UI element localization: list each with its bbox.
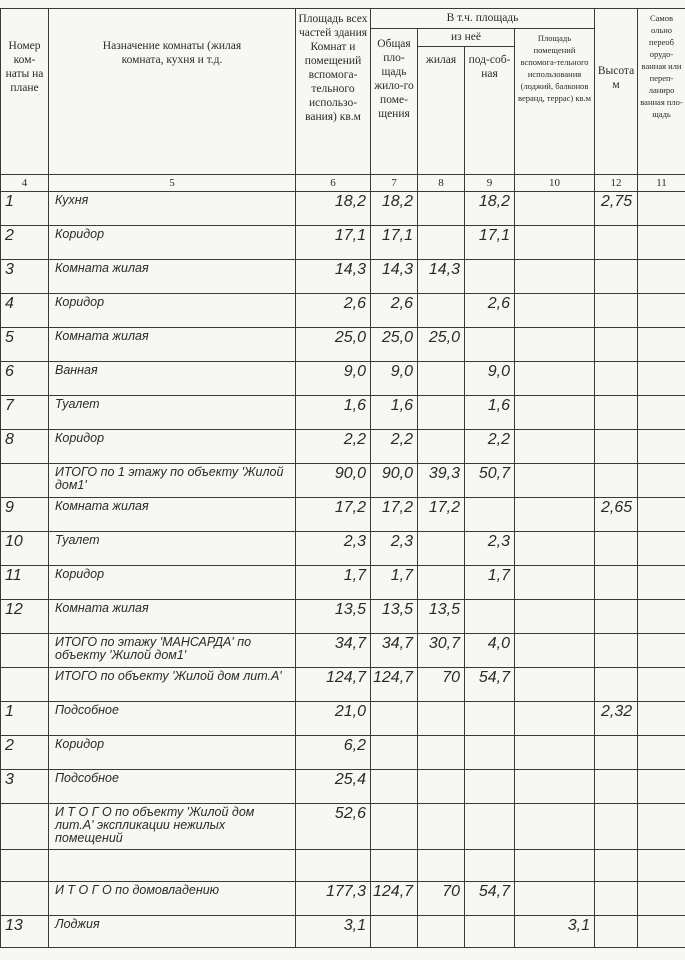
- row-number: 3: [1, 770, 49, 804]
- room-purpose: Подсобное: [49, 702, 296, 736]
- row-number: 10: [1, 532, 49, 566]
- table-row: [1, 600, 685, 634]
- aux-area: [465, 260, 515, 294]
- self-built-area: [638, 566, 685, 600]
- self-built-area: [638, 192, 685, 226]
- room-purpose: ИТОГО по этажу 'МАНСАРДА' по объекту 'Жилой дом1': [49, 634, 296, 668]
- room-height: [595, 736, 638, 770]
- aux-area: 2,3: [465, 532, 515, 566]
- room-purpose: И Т О Г О по объекту 'Жилой дом лит.А' экспликации нежилых помещений: [49, 804, 296, 850]
- room-purpose: И Т О Г О по домовладению: [49, 882, 296, 916]
- row-number: 2: [1, 736, 49, 770]
- self-built-area: [638, 634, 685, 668]
- area-all: 14,3: [296, 260, 371, 294]
- table-row: [1, 226, 685, 260]
- living-area: 25,0: [418, 328, 465, 362]
- table-row: [1, 566, 685, 600]
- area-all: 90,0: [296, 464, 371, 498]
- area-all: 2,2: [296, 430, 371, 464]
- room-purpose: Ванная: [49, 362, 296, 396]
- room-height: [595, 668, 638, 702]
- aux-use-area: [515, 532, 595, 566]
- self-built-area: [638, 882, 685, 916]
- room-height: [595, 882, 638, 916]
- aux-area: [465, 916, 515, 948]
- table-row: [1, 294, 685, 328]
- column-number: 6: [296, 175, 371, 192]
- total-living-area: [371, 770, 418, 804]
- table-row: [1, 396, 685, 430]
- aux-use-area: [515, 260, 595, 294]
- living-area: [418, 736, 465, 770]
- self-built-area: [638, 396, 685, 430]
- room-purpose: Коридор: [49, 566, 296, 600]
- row-number: 5: [1, 328, 49, 362]
- total-living-area: 9,0: [371, 362, 418, 396]
- room-purpose: Коридор: [49, 430, 296, 464]
- area-all: 1,7: [296, 566, 371, 600]
- row-number: 7: [1, 396, 49, 430]
- total-living-area: [371, 916, 418, 948]
- living-area: 13,5: [418, 600, 465, 634]
- room-height: [595, 430, 638, 464]
- row-number: 6: [1, 362, 49, 396]
- table-row: [1, 464, 685, 498]
- total-living-area: 2,6: [371, 294, 418, 328]
- total-living-area: 1,6: [371, 396, 418, 430]
- area-all: 177,3: [296, 882, 371, 916]
- room-height: [595, 396, 638, 430]
- area-all: 34,7: [296, 634, 371, 668]
- room-purpose: Комната жилая: [49, 260, 296, 294]
- header-height: Высота м: [595, 9, 638, 175]
- row-number: [1, 804, 49, 850]
- room-purpose: ИТОГО по 1 этажу по объекту 'Жилой дом1': [49, 464, 296, 498]
- header-of-it: из неё: [418, 29, 515, 47]
- living-area: [418, 192, 465, 226]
- room-height: [595, 916, 638, 948]
- aux-area: [465, 702, 515, 736]
- living-area: 70: [418, 668, 465, 702]
- aux-area: 18,2: [465, 192, 515, 226]
- room-purpose: Кухня: [49, 192, 296, 226]
- column-number: 8: [418, 175, 465, 192]
- row-number: [1, 850, 49, 882]
- self-built-area: [638, 916, 685, 948]
- room-purpose: Подсобное: [49, 770, 296, 804]
- row-number: 8: [1, 430, 49, 464]
- header-living: жилая: [418, 47, 465, 175]
- room-height: 2,65: [595, 498, 638, 532]
- room-purpose: Коридор: [49, 294, 296, 328]
- row-number: [1, 882, 49, 916]
- aux-area: [465, 328, 515, 362]
- aux-use-area: [515, 362, 595, 396]
- aux-use-area: [515, 464, 595, 498]
- self-built-area: [638, 226, 685, 260]
- self-built-area: [638, 702, 685, 736]
- total-living-area: 13,5: [371, 600, 418, 634]
- aux-area: [465, 770, 515, 804]
- living-area: [418, 770, 465, 804]
- aux-use-area: [515, 882, 595, 916]
- self-built-area: [638, 464, 685, 498]
- aux-area: [465, 736, 515, 770]
- living-area: [418, 396, 465, 430]
- area-all: 2,3: [296, 532, 371, 566]
- room-height: 2,32: [595, 702, 638, 736]
- aux-use-area: [515, 770, 595, 804]
- room-height: [595, 328, 638, 362]
- aux-area: 54,7: [465, 882, 515, 916]
- table-row: [1, 634, 685, 668]
- room-height: [595, 634, 638, 668]
- total-living-area: 18,2: [371, 192, 418, 226]
- table-row: [1, 702, 685, 736]
- table-row: [1, 430, 685, 464]
- row-number: 11: [1, 566, 49, 600]
- self-built-area: [638, 362, 685, 396]
- column-numbers-row: [1, 175, 685, 192]
- aux-use-area: [515, 192, 595, 226]
- aux-use-area: [515, 498, 595, 532]
- self-built-area: [638, 532, 685, 566]
- room-height: 2,75: [595, 192, 638, 226]
- area-all: 17,1: [296, 226, 371, 260]
- room-height: [595, 532, 638, 566]
- self-built-area: [638, 850, 685, 882]
- area-all: 124,7: [296, 668, 371, 702]
- area-all: 52,6: [296, 804, 371, 850]
- area-all: 2,6: [296, 294, 371, 328]
- room-purpose: Туалет: [49, 396, 296, 430]
- row-number: 12: [1, 600, 49, 634]
- total-living-area: 1,7: [371, 566, 418, 600]
- aux-area: 17,1: [465, 226, 515, 260]
- aux-area: [465, 850, 515, 882]
- self-built-area: [638, 804, 685, 850]
- row-number: 13: [1, 916, 49, 948]
- table-row: [1, 328, 685, 362]
- total-living-area: [371, 850, 418, 882]
- table-row: [1, 668, 685, 702]
- aux-use-area: [515, 294, 595, 328]
- column-number: 12: [595, 175, 638, 192]
- total-living-area: [371, 702, 418, 736]
- total-living-area: 14,3: [371, 260, 418, 294]
- living-area: [418, 702, 465, 736]
- row-number: 1: [1, 192, 49, 226]
- row-number: [1, 464, 49, 498]
- room-purpose: Коридор: [49, 736, 296, 770]
- self-built-area: [638, 668, 685, 702]
- table-row: [1, 532, 685, 566]
- aux-use-area: [515, 430, 595, 464]
- room-height: [595, 464, 638, 498]
- aux-area: 9,0: [465, 362, 515, 396]
- area-all: 13,5: [296, 600, 371, 634]
- header-self-built: Самов ольно переоб орудо-ванная или переп-ланиро ванная пло-щадь: [638, 9, 685, 175]
- table-row: [1, 882, 685, 916]
- aux-use-area: [515, 736, 595, 770]
- living-area: [418, 532, 465, 566]
- living-area: 39,3: [418, 464, 465, 498]
- row-number: [1, 668, 49, 702]
- total-living-area: 2,2: [371, 430, 418, 464]
- header-aux-use-area: Площадь помещений вспомога-тельного использования (лоджий, балконов веранд, террас) кв.м: [515, 29, 595, 175]
- aux-use-area: [515, 850, 595, 882]
- room-purpose: [49, 850, 296, 882]
- table-row: [1, 916, 685, 948]
- table-row: [1, 362, 685, 396]
- column-number: 7: [371, 175, 418, 192]
- aux-area: 1,7: [465, 566, 515, 600]
- self-built-area: [638, 770, 685, 804]
- aux-area: 50,7: [465, 464, 515, 498]
- self-built-area: [638, 498, 685, 532]
- column-number: 11: [638, 175, 685, 192]
- row-number: 4: [1, 294, 49, 328]
- header-room-number: Номер ком-наты на плане: [1, 9, 49, 175]
- room-purpose: Туалет: [49, 532, 296, 566]
- room-purpose: Комната жилая: [49, 498, 296, 532]
- row-number: [1, 634, 49, 668]
- column-number: 10: [515, 175, 595, 192]
- table-row: [1, 804, 685, 850]
- aux-area: [465, 498, 515, 532]
- aux-use-area: [515, 634, 595, 668]
- aux-use-area: [515, 396, 595, 430]
- aux-area: [465, 600, 515, 634]
- total-living-area: 90,0: [371, 464, 418, 498]
- living-area: [418, 294, 465, 328]
- table-row: [1, 192, 685, 226]
- living-area: [418, 430, 465, 464]
- room-height: [595, 770, 638, 804]
- aux-use-area: [515, 328, 595, 362]
- header-total-living: Общая пло-щадь жило-го поме-щения: [371, 29, 418, 175]
- living-area: [418, 566, 465, 600]
- room-purpose: ИТОГО по объекту 'Жилой дом лит.А': [49, 668, 296, 702]
- aux-area: 2,6: [465, 294, 515, 328]
- row-number: 3: [1, 260, 49, 294]
- total-living-area: 17,2: [371, 498, 418, 532]
- total-living-area: 17,1: [371, 226, 418, 260]
- living-area: 30,7: [418, 634, 465, 668]
- living-area: [418, 362, 465, 396]
- header-room-purpose: Назначение комнаты (жилая комната, кухня и т.д.: [49, 9, 296, 175]
- aux-use-area: [515, 566, 595, 600]
- total-living-area: [371, 804, 418, 850]
- self-built-area: [638, 260, 685, 294]
- living-area: [418, 804, 465, 850]
- living-area: 17,2: [418, 498, 465, 532]
- total-living-area: 2,3: [371, 532, 418, 566]
- aux-use-area: [515, 804, 595, 850]
- column-number: 5: [49, 175, 296, 192]
- room-purpose: Комната жилая: [49, 328, 296, 362]
- self-built-area: [638, 294, 685, 328]
- room-height: [595, 260, 638, 294]
- table-row: [1, 770, 685, 804]
- row-number: 1: [1, 702, 49, 736]
- room-height: [595, 850, 638, 882]
- room-purpose: Коридор: [49, 226, 296, 260]
- explication-table: [0, 8, 685, 948]
- self-built-area: [638, 430, 685, 464]
- room-height: [595, 226, 638, 260]
- self-built-area: [638, 328, 685, 362]
- area-all: 21,0: [296, 702, 371, 736]
- aux-use-area: 3,1: [515, 916, 595, 948]
- aux-area: 2,2: [465, 430, 515, 464]
- table-row: [1, 260, 685, 294]
- header-including-area: В т.ч. площадь: [371, 9, 595, 29]
- living-area: [418, 850, 465, 882]
- area-all: 6,2: [296, 736, 371, 770]
- total-living-area: 124,7: [371, 882, 418, 916]
- area-all: 9,0: [296, 362, 371, 396]
- room-purpose: Лоджия: [49, 916, 296, 948]
- room-height: [595, 804, 638, 850]
- aux-use-area: [515, 702, 595, 736]
- header-area-all: Площадь всех частей здания Комнат и помещений вспомога-тельного использо-вания) кв.м: [296, 9, 371, 175]
- row-number: 9: [1, 498, 49, 532]
- area-all: 25,0: [296, 328, 371, 362]
- aux-area: [465, 804, 515, 850]
- room-purpose: Комната жилая: [49, 600, 296, 634]
- aux-use-area: [515, 226, 595, 260]
- area-all: [296, 850, 371, 882]
- aux-area: 54,7: [465, 668, 515, 702]
- living-area: [418, 226, 465, 260]
- living-area: 70: [418, 882, 465, 916]
- area-all: 17,2: [296, 498, 371, 532]
- aux-use-area: [515, 600, 595, 634]
- self-built-area: [638, 600, 685, 634]
- aux-area: 4,0: [465, 634, 515, 668]
- living-area: [418, 916, 465, 948]
- room-height: [595, 600, 638, 634]
- aux-area: 1,6: [465, 396, 515, 430]
- row-number: 2: [1, 226, 49, 260]
- header-aux: под-соб-ная: [465, 47, 515, 175]
- area-all: 18,2: [296, 192, 371, 226]
- total-living-area: 25,0: [371, 328, 418, 362]
- room-height: [595, 566, 638, 600]
- area-all: 25,4: [296, 770, 371, 804]
- room-height: [595, 362, 638, 396]
- total-living-area: [371, 736, 418, 770]
- table-row: [1, 850, 685, 882]
- column-number: 4: [1, 175, 49, 192]
- area-all: 1,6: [296, 396, 371, 430]
- room-height: [595, 294, 638, 328]
- column-number: 9: [465, 175, 515, 192]
- table-row: [1, 736, 685, 770]
- area-all: 3,1: [296, 916, 371, 948]
- table-row: [1, 498, 685, 532]
- living-area: 14,3: [418, 260, 465, 294]
- aux-use-area: [515, 668, 595, 702]
- total-living-area: 124,7: [371, 668, 418, 702]
- total-living-area: 34,7: [371, 634, 418, 668]
- self-built-area: [638, 736, 685, 770]
- rows-body: [1, 192, 685, 948]
